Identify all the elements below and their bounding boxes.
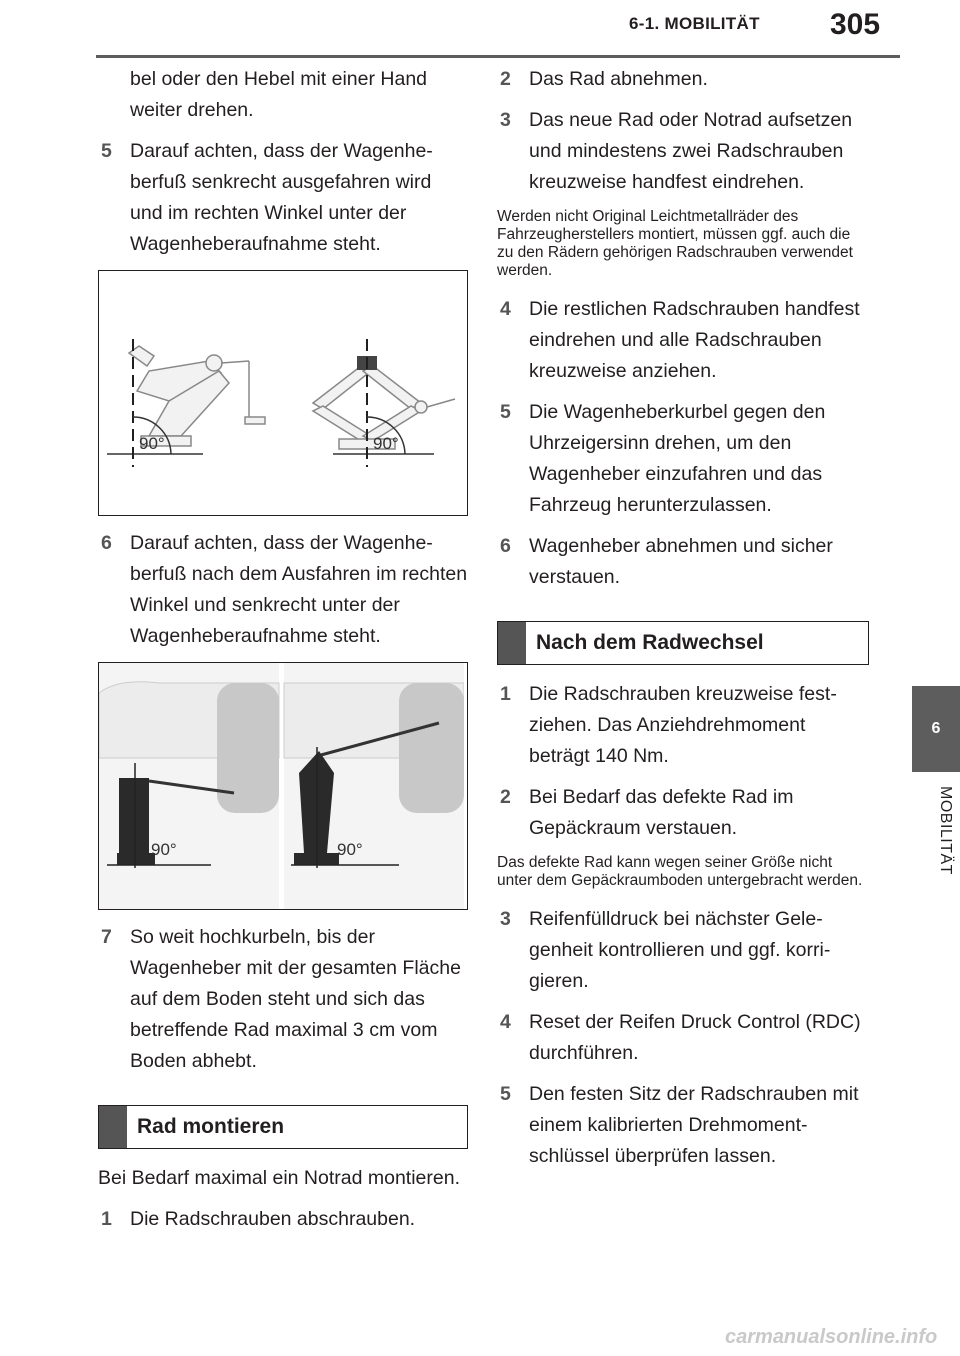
step-number: 5 [500, 401, 511, 423]
step-number: 5 [500, 1083, 511, 1105]
step-number: 1 [101, 1208, 112, 1230]
step-text: Den festen Sitz der Radschrauben mit einem kalibrierten Drehmomentschlüssel überprüfen lassen. [529, 1083, 859, 1167]
step-5 [98, 136, 468, 260]
step-3 [497, 105, 869, 198]
after-step-4 [497, 1007, 869, 1069]
step-number: 4 [500, 1011, 511, 1033]
left-column [98, 64, 468, 1245]
jack-photo-figure [98, 662, 468, 910]
step-text: Darauf achten, dass der Wagenheberfuß senkrecht ausgefahren wird und im rechten Winkel unter der Wagenheberaufnahme steht. [130, 140, 433, 255]
right-column [497, 64, 869, 1182]
step-text: Reifenfülldruck bei nächster Gelegenheit kontrollieren und ggf. korrigieren. [529, 908, 831, 992]
step-7 [98, 922, 468, 1077]
angle-label-left: 90° [151, 840, 177, 859]
step-number: 2 [500, 786, 511, 808]
step-text: Das Rad abnehmen. [529, 68, 708, 90]
after-step-3 [497, 904, 869, 997]
step-text: So weit hochkurbeln, bis der Wagenheber mit der gesamten Fläche auf dem Boden steht und sich das betreffende Rad maximal 3 cm vom Boden abhebt. [130, 926, 461, 1072]
step-number: 2 [500, 68, 511, 90]
after-step-1 [497, 679, 869, 772]
after-step-5 [497, 1079, 869, 1172]
chapter-title: MOBILITÄT [937, 786, 954, 875]
step-text: Die Wagenheberkurbel gegen den Uhrzeigersinn drehen, um den Wagenheber einzufahren und das Fahrzeug herunterzulassen. [529, 401, 826, 516]
header-divider [96, 55, 900, 58]
step-number: 6 [101, 532, 112, 554]
jack-photo-illustration [99, 663, 464, 909]
step-2 [497, 64, 869, 95]
intro-paragraph: Bei Bedarf maximal ein Notrad montieren. [98, 1167, 460, 1189]
heading-text: Rad montieren [137, 1115, 285, 1138]
step-text: Wagenheber abnehmen und sicher verstauen. [529, 535, 833, 588]
note-paragraph: Werden nicht Original Leichtmetallräder des Fahrzeugherstellers montiert, müssen ggf. auch die zu den Rädern gehörigen Radschrauben verwendet werden. [497, 208, 853, 279]
step-number: 6 [500, 535, 511, 557]
heading-marker [99, 1106, 127, 1148]
step-4 [497, 294, 869, 387]
step-number: 3 [500, 109, 511, 131]
section-title: 6-1. MOBILITÄT [629, 14, 760, 33]
continued-step-text: bel oder den Hebel mit einer Hand weiter drehen. [130, 68, 428, 121]
note-paragraph: Das defekte Rad kann wegen seiner Größe nicht unter dem Gepäckraumboden untergebracht werden. [497, 854, 863, 889]
step-number: 5 [101, 140, 112, 162]
step-number: 1 [500, 683, 511, 705]
step-text: Reset der Reifen Druck Control (RDC) durchführen. [529, 1011, 861, 1064]
section-heading-rad-montieren [98, 1105, 468, 1149]
step-text: Die restlichen Radschrauben handfest eindrehen und alle Radschrauben kreuzweise anziehen. [529, 298, 860, 382]
angle-label-right: 90° [373, 434, 399, 453]
scissor-jack-illustration [99, 271, 464, 515]
jack-angle-figure [98, 270, 468, 516]
step-6 [497, 531, 869, 593]
step-1 [98, 1204, 468, 1235]
step-number: 7 [101, 926, 112, 948]
chapter-tab[interactable]: 6 [912, 686, 960, 772]
step-number: 3 [500, 908, 511, 930]
heading-marker [498, 622, 526, 664]
step-number: 4 [500, 298, 511, 320]
watermark: carmanualsonline.info [725, 1326, 938, 1348]
page-number: 305 [830, 8, 881, 41]
step-text: Die Radschrauben kreuzweise festziehen. Das Anziehdrehmoment beträgt 140 Nm. [529, 683, 837, 767]
section-heading-nach-dem-radwechsel [497, 621, 869, 665]
angle-label-left: 90° [139, 434, 165, 453]
step-text: Das neue Rad oder Notrad aufsetzen und mindestens zwei Radschrauben kreuzweise handfest eindrehen. [529, 109, 853, 193]
step-text: Bei Bedarf das defekte Rad im Gepäckraum verstauen. [529, 786, 794, 839]
after-step-2 [497, 782, 869, 844]
step-5 [497, 397, 869, 521]
heading-text: Nach dem Radwechsel [536, 631, 764, 654]
angle-label-right: 90° [337, 840, 363, 859]
step-6 [98, 528, 468, 652]
step-text: Die Radschrauben abschrauben. [130, 1208, 416, 1230]
step-text: Darauf achten, dass der Wagenheberfuß nach dem Ausfahren im rechten Winkel und senkrecht unter der Wagenheberaufnahme steht. [130, 532, 468, 647]
